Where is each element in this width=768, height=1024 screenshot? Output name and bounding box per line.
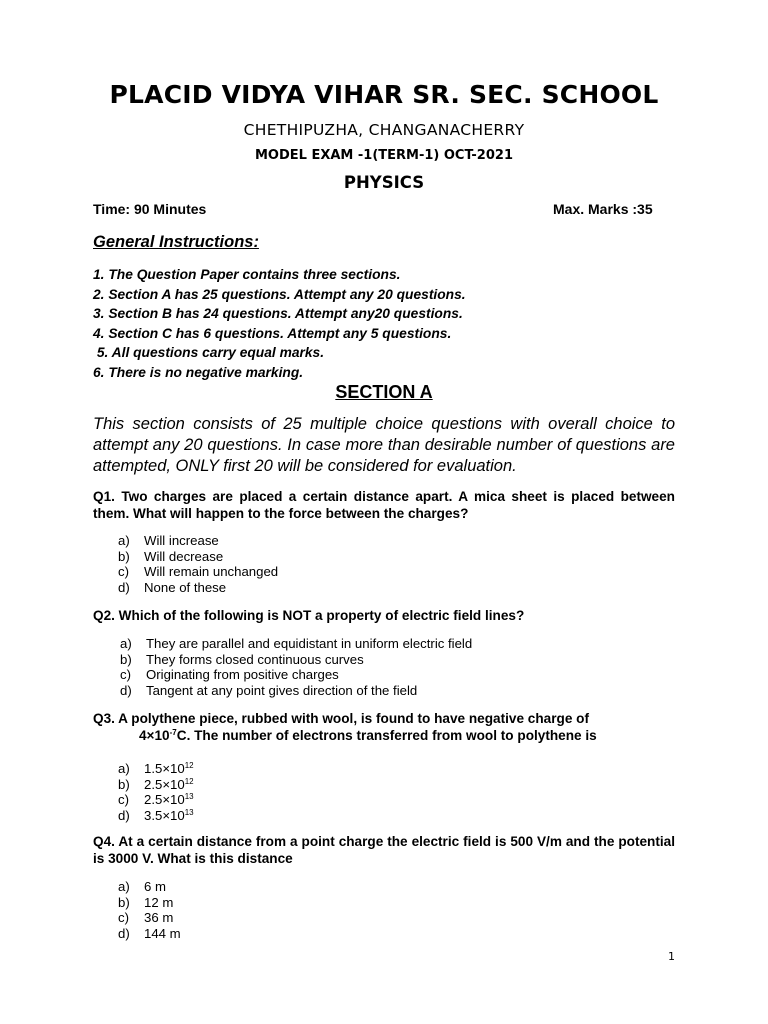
option-text: $2.5\times 10^{12}$	[144, 776, 194, 792]
option-d	[118, 580, 278, 596]
instruction-item: 6. There is no negative marking.	[93, 364, 304, 380]
option-text: $3.5\times 10^{13}$	[144, 807, 194, 823]
option-c	[118, 792, 194, 808]
question-4: Q4. At a certain distance from a point charge the electric field is 500 V/m and the potential is 3000 V. What is this distance	[93, 834, 675, 866]
option-label: b)	[120, 651, 132, 667]
option-label: d)	[118, 579, 130, 595]
section-a-description: This section consists of 25 multiple choice questions with overall choice to attempt any 20 questions. In case more than desirable number of questions are attempted, ONLY first 20 will be considered for evaluation.	[93, 415, 675, 475]
exam-time: Time: 90 Minutes	[93, 201, 207, 217]
option-text: They forms closed continuous curves	[146, 651, 364, 667]
option-text: Will remain unchanged	[144, 564, 279, 579]
school-name: PLACID VIDYA VIHAR SR. SEC. SCHOOL	[109, 80, 659, 109]
instruction-item: 4. Section C has 6 questions. Attempt any 5 questions.	[93, 325, 452, 341]
question-3-rest: C. The number of electrons transferred from wool to polythene is	[176, 728, 597, 743]
option-text: Tangent at any point gives direction of the field	[146, 682, 418, 698]
option-text: They are parallel and equidistant in uniform electric field	[146, 636, 473, 651]
option-label: d)	[120, 682, 132, 698]
option-b	[118, 777, 194, 793]
section-a-title: SECTION A	[335, 382, 433, 402]
option-label: b)	[118, 776, 130, 792]
option-a	[118, 879, 181, 895]
option-text: None of these	[144, 579, 227, 595]
question-2: Q2. Which of the following is NOT a property of electric field lines?	[93, 608, 525, 623]
question-3-options	[118, 761, 194, 823]
option-text: $1.5\times 10^{12}$	[144, 761, 194, 776]
option-text: 12 m	[144, 894, 174, 910]
instructions-list	[93, 265, 466, 382]
option-text: $2.5\times 10^{13}$	[144, 792, 194, 807]
question-4-options	[118, 879, 181, 941]
option-c	[118, 910, 181, 926]
charge-base: 4×10	[139, 728, 170, 743]
option-b	[120, 652, 472, 668]
option-a	[118, 533, 278, 549]
option-text: Will decrease	[144, 548, 224, 564]
question-3	[93, 710, 675, 744]
option-d	[118, 926, 181, 942]
option-text: 144 m	[144, 925, 181, 941]
option-a	[118, 761, 194, 777]
exam-title: MODEL EXAM -1(TERM-1) OCT-2021	[254, 148, 513, 163]
instruction-item: 1. The Question Paper contains three sections.	[93, 267, 401, 282]
option-label: a)	[120, 636, 132, 651]
option-label: c)	[120, 667, 131, 682]
school-location: CHETHIPUZHA, CHANGANACHERRY	[243, 121, 525, 139]
option-d	[118, 808, 194, 824]
option-b	[118, 549, 278, 565]
option-b	[118, 895, 181, 911]
option-label: a)	[118, 761, 130, 776]
option-text: Originating from positive charges	[146, 667, 339, 682]
option-label: c)	[118, 910, 129, 925]
option-label: b)	[118, 548, 130, 564]
option-a	[120, 636, 472, 652]
option-text: Will increase	[144, 533, 219, 548]
option-c	[120, 667, 472, 683]
subject-title: PHYSICS	[343, 173, 425, 192]
option-label: c)	[118, 792, 129, 807]
option-label: d)	[118, 807, 130, 823]
question-1: Q1. Two charges are placed a certain distance apart. A mica sheet is placed between them. What will happen to the force between the charges?	[93, 489, 675, 521]
option-text: 36 m	[144, 910, 174, 925]
max-marks: Max. Marks :35	[553, 201, 653, 217]
option-label: c)	[118, 564, 129, 579]
question-3-line-2	[93, 727, 675, 744]
question-3-line-1: Q3. A polythene piece, rubbed with wool, is found to have negative charge of	[93, 711, 589, 726]
instruction-item: 2. Section A has 25 questions. Attempt any 20 questions.	[93, 286, 466, 302]
question-2-options	[120, 636, 472, 698]
option-label: a)	[118, 879, 130, 894]
option-c	[118, 564, 278, 580]
charge-exponent: -7	[169, 728, 177, 737]
instructions-title: General Instructions:	[93, 233, 259, 251]
option-text: 6 m	[144, 879, 166, 894]
option-label: a)	[118, 533, 130, 548]
option-label: b)	[118, 894, 130, 910]
option-d	[120, 683, 472, 699]
instruction-item: 3. Section B has 24 questions. Attempt any20 questions.	[93, 306, 463, 321]
question-1-options	[118, 533, 278, 595]
page-number: 1	[668, 950, 675, 963]
option-label: d)	[118, 925, 130, 941]
instruction-item: 5. All questions carry equal marks.	[93, 345, 325, 360]
